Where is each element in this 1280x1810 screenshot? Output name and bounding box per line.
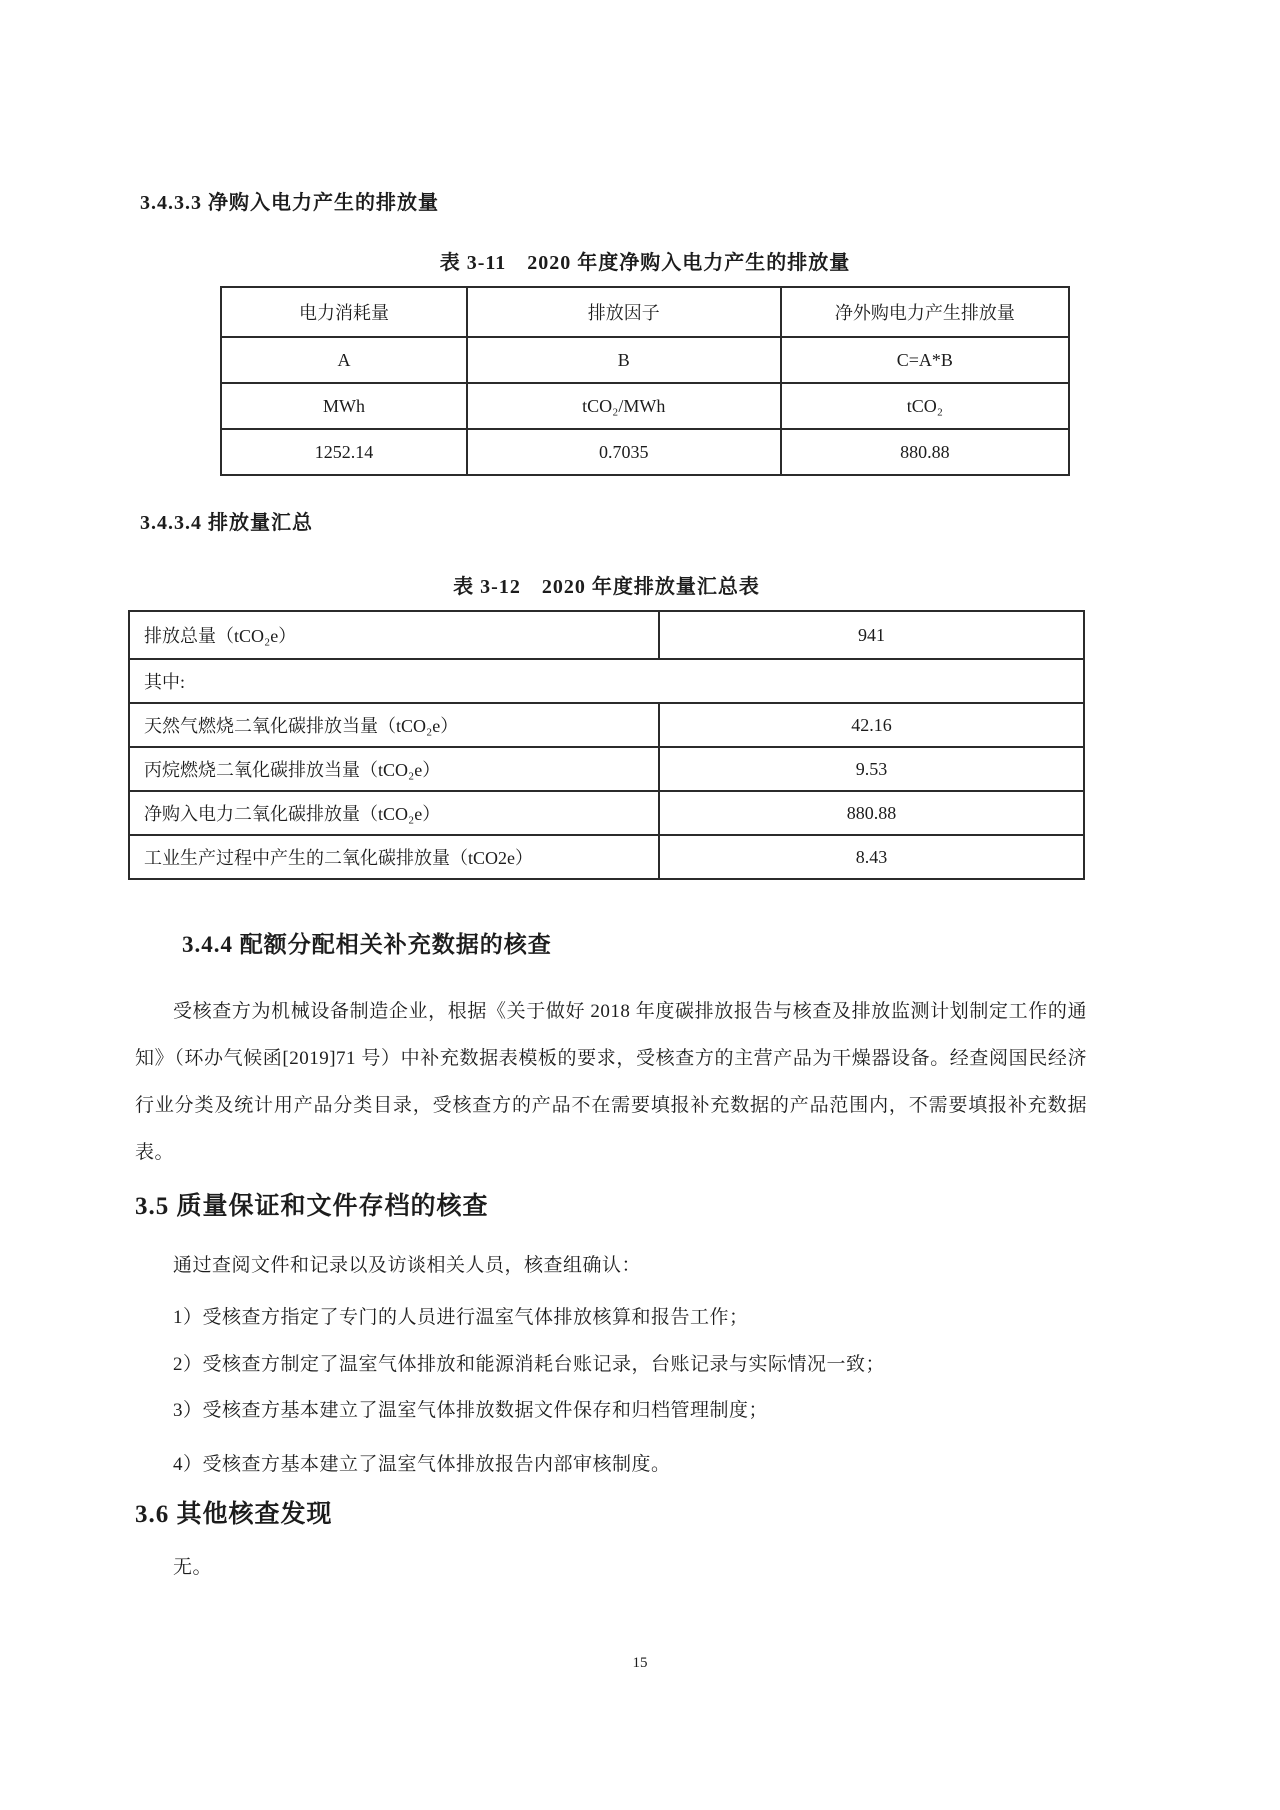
table-cell: 天然气燃烧二氧化碳排放当量（tCO₂e） <box>129 703 659 747</box>
table-3-11 <box>220 286 1070 476</box>
table-cell: 排放总量（tCO₂e） <box>129 611 659 659</box>
table-row <box>129 791 1084 835</box>
table-cell: 941 <box>659 611 1084 659</box>
table-cell: 0.7035 <box>467 429 781 475</box>
table-cell: C=A*B <box>781 337 1069 383</box>
table-cell: 8.43 <box>659 835 1084 879</box>
section-heading-3-5: 3.5 质量保证和文件存档的核查 <box>135 1193 489 1220</box>
table-row <box>221 383 1069 429</box>
table-row <box>129 747 1084 791</box>
table-cell: 工业生产过程中产生的二氧化碳排放量（tCO2e） <box>129 835 659 879</box>
table-cell: 880.88 <box>781 429 1069 475</box>
list-item-4: 4）受核查方基本建立了温室气体排放报告内部审核制度。 <box>173 1454 671 1475</box>
table-cell: 9.53 <box>659 747 1084 791</box>
table-row <box>129 703 1084 747</box>
table-3-11-caption: 表 3-11 2020 年度净购入电力产生的排放量 <box>439 252 851 274</box>
section-3-5-intro: 通过查阅文件和记录以及访谈相关人员，核查组确认： <box>173 1255 642 1276</box>
section-3-6-body: 无。 <box>173 1557 213 1578</box>
table-cell: 其中: <box>129 659 1084 703</box>
table-cell: B <box>467 337 781 383</box>
table-3-12-caption: 表 3-12 2020 年度排放量汇总表 <box>453 576 760 598</box>
table-row <box>221 287 1069 337</box>
table-cell: 排放因子 <box>467 287 781 337</box>
table-cell: 净外购电力产生排放量 <box>781 287 1069 337</box>
table-cell: 1252.14 <box>221 429 467 475</box>
table-cell: tCO₂ <box>781 383 1069 429</box>
list-item-1: 1）受核查方指定了专门的人员进行温室气体排放核算和报告工作； <box>173 1307 749 1328</box>
table-row <box>221 429 1069 475</box>
page-number: 15 <box>632 1655 648 1671</box>
section-heading-3-4-3-3: 3.4.3.3 净购入电力产生的排放量 <box>140 192 439 214</box>
table-cell: MWh <box>221 383 467 429</box>
table-cell: 880.88 <box>659 791 1084 835</box>
table-3-12 <box>128 610 1085 880</box>
table-row <box>129 611 1084 659</box>
table-cell: 电力消耗量 <box>221 287 467 337</box>
table-cell: 42.16 <box>659 703 1084 747</box>
table-cell: 丙烷燃烧二氧化碳排放当量（tCO₂e） <box>129 747 659 791</box>
table-row <box>129 659 1084 703</box>
table-row <box>129 835 1084 879</box>
section-heading-3-4-4: 3.4.4 配额分配相关补充数据的核查 <box>182 932 552 957</box>
table-cell: 净购入电力二氧化碳排放量（tCO₂e） <box>129 791 659 835</box>
list-item-2: 2）受核查方制定了温室气体排放和能源消耗台账记录，台账记录与实际情况一致； <box>173 1354 886 1375</box>
paragraph-3-4-4: 受核查方为机械设备制造企业，根据《关于做好 2018 年度碳排放报告与核查及排放监测计划制定工作的通知》（环办气候函[2019]71 号）中补充数据表模板的要求，受核查方的主营产品为干燥器设备。经查阅国民经济行业分类及统计用产品分类目录，受核查方的产品不在需要填报补充数据的产品范围内，不需要填报补充数据表。 <box>135 1001 1087 1163</box>
table-cell: A <box>221 337 467 383</box>
list-item-3: 3）受核查方基本建立了温室气体排放数据文件保存和归档管理制度； <box>173 1400 769 1421</box>
section-heading-3-4-3-4: 3.4.3.4 排放量汇总 <box>140 512 313 534</box>
table-cell: tCO₂/MWh <box>467 383 781 429</box>
section-heading-3-6: 3.6 其他核查发现 <box>135 1501 333 1528</box>
table-row <box>221 337 1069 383</box>
